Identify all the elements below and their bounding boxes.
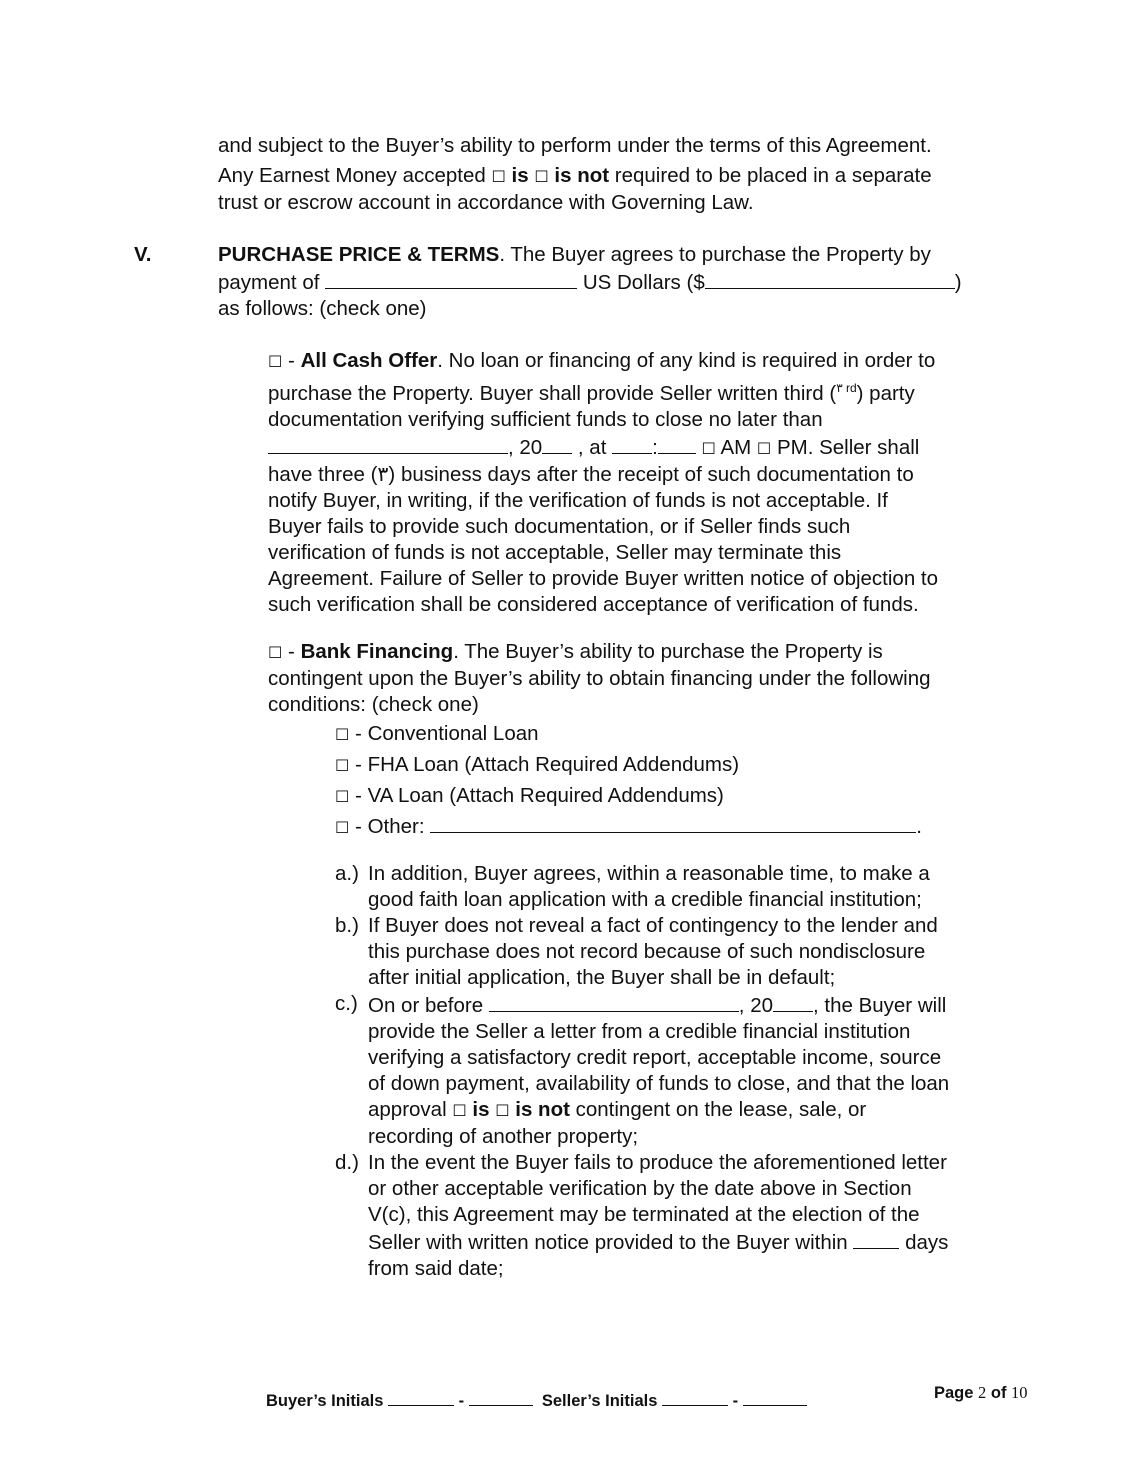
notice-days-field[interactable]: [853, 1228, 899, 1249]
letter-year-field[interactable]: [773, 991, 813, 1012]
page-number: Page 2 of 10: [934, 1383, 1028, 1402]
list-item: d.) In the event the Buyer fails to produce the aforementioned letter or other acceptable verification by the date above in Section V(c), this Agreement may be terminated at the election of the Seller with written notice provided to the Buyer within days from said date;: [335, 1151, 949, 1280]
va-checkbox[interactable]: ☐: [335, 787, 350, 806]
section-title: PURCHASE PRICE & TERMS: [218, 243, 500, 266]
approval-is-not-checkbox[interactable]: ☐: [495, 1101, 510, 1120]
loan-option-other: ☐ - Other: .: [335, 812, 922, 843]
loan-option-fha: ☐ - FHA Loan (Attach Required Addendums): [335, 753, 740, 776]
loan-option-va: ☐ - VA Loan (Attach Required Addendums): [335, 784, 724, 807]
buyer-initial-2[interactable]: [469, 1391, 533, 1406]
other-checkbox[interactable]: ☐: [335, 818, 350, 837]
initials-footer: Buyer’s Initials - Seller’s Initials -: [266, 1388, 807, 1414]
letter-date-field[interactable]: [489, 991, 739, 1012]
loan-options: [335, 719, 922, 843]
earnest-is-checkbox[interactable]: ☐: [491, 167, 506, 186]
carryover-line-2: Any Earnest Money accepted ☐ is ☐ is not required to be placed in a separate: [218, 164, 932, 187]
all-cash-checkbox[interactable]: ☐: [268, 352, 283, 371]
loan-option-conventional: ☐ - Conventional Loan: [335, 722, 539, 745]
pm-checkbox[interactable]: ☐: [756, 438, 772, 458]
other-loan-field[interactable]: [430, 812, 916, 833]
price-number-field[interactable]: [705, 268, 955, 289]
fha-checkbox[interactable]: ☐: [335, 756, 350, 775]
list-item: a.) In addition, Buyer agrees, within a reasonable time, to make a good faith loan application with a credible financial institution;: [335, 862, 930, 911]
conventional-checkbox[interactable]: ☐: [335, 725, 350, 744]
carryover-paragraph: [218, 133, 932, 216]
am-checkbox[interactable]: ☐: [701, 438, 716, 458]
cash-date-field[interactable]: [268, 433, 508, 454]
all-cash-offer-block: ☐ - All Cash Offer. No loan or financing of any kind is required in order to purchase the Property. Buyer shall provide Seller written third ($^{٣ rd}$) party documentation verifying sufficient funds to close no later than , 20 , at : ☐ AM ☐ PM. Seller shall have three (٣) business days after the receipt of such documentation to notify Buyer, in writing, if the verification of funds is not acceptable. If Buyer fails to provide such documentation, or if Seller finds such verification of funds is not acceptable, Seller may terminate this Agreement. Failure of Seller to provide Buyer written notice of objection to such verification shall be considered acceptance of verification of funds.: [268, 349, 939, 616]
section-purchase-price: PURCHASE PRICE & TERMS. The Buyer agrees to purchase the Property by payment of US Dollars ($ ) as follows: (check one): [218, 243, 962, 320]
approval-is-checkbox[interactable]: ☐: [452, 1101, 467, 1120]
section-number: V.: [134, 243, 152, 266]
buyer-initial-1[interactable]: [388, 1391, 454, 1406]
carryover-line-1: and subject to the Buyer’s ability to perform under the terms of this Agreement.: [218, 134, 932, 157]
financing-conditions-list: [335, 861, 1015, 1282]
price-words-field[interactable]: [325, 268, 577, 289]
seller-initial-1[interactable]: [662, 1391, 728, 1406]
cash-year-field[interactable]: [542, 433, 572, 454]
bank-financing-block: ☐ - Bank Financing. The Buyer’s ability to purchase the Property is contingent upon the Buyer’s ability to obtain financing under the following conditions: (check one): [268, 640, 931, 716]
list-item: b.) If Buyer does not reveal a fact of contingency to the lender and this purchase does not record because of such nondisclosure after initial application, the Buyer shall be in default;: [335, 914, 938, 989]
cash-minute-field[interactable]: [658, 433, 696, 454]
earnest-is-not-checkbox[interactable]: ☐: [534, 167, 549, 186]
list-item: c.) On or before , 20 , the Buyer will provide the Seller a letter from a credible financial institution verifying a satisfactory credit report, acceptable income, source of down payment, availability of funds to close, and that the loan approval ☐ is ☐ is not contingent on the lease, sale, or recording of another property;: [335, 992, 950, 1148]
carryover-line-3: trust or escrow account in accordance with Governing Law.: [218, 191, 754, 214]
bank-financing-checkbox[interactable]: ☐: [268, 643, 283, 662]
cash-hour-field[interactable]: [612, 433, 652, 454]
seller-initial-2[interactable]: [743, 1391, 807, 1406]
